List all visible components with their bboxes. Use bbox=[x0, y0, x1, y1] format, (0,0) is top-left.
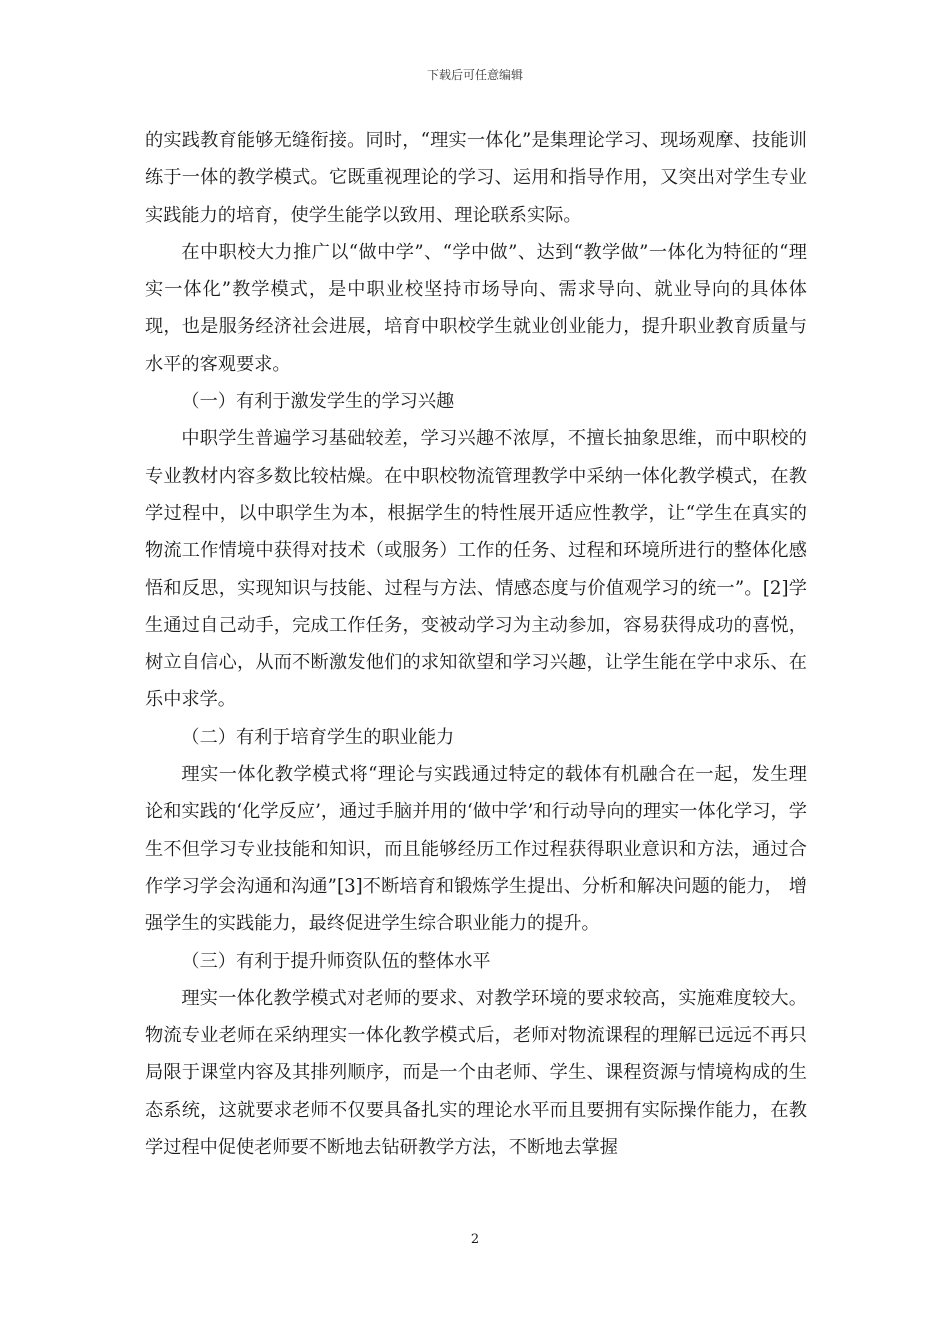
page-number: 2 bbox=[470, 1232, 480, 1247]
section-heading-1: （一）有利于激发学生的学习兴趣 bbox=[181, 391, 455, 413]
paragraph-integration-promotion: 在中职校大力推广以“做中学”、“学中做”、达到“教学做”一体化为特征的“理实一体化”教学模式，是中职业校坚持市场导向、需求导向、就业导向的具体体现，也是服务经济社会进展，培育中职校学生就业创业能力，提升职业教育质量与水平的客观要求。 bbox=[145, 241, 807, 375]
section-heading-2: （二）有利于培育学生的职业能力 bbox=[181, 726, 455, 748]
paragraph-continuation: 的实践教育能够无缝衔接。同时，“理实一体化”是集理论学习、现场观摩、技能训练于一体的教学模式。它既重视理论的学习、运用和指导作用，又突出对学生专业实践能力的培育，使学生能学以致用、理论联系实际。 bbox=[145, 130, 807, 226]
page-header: 下载后可任意编辑 bbox=[426, 68, 523, 82]
paragraph-vocational-ability: 理实一体化教学模式将“理论与实践通过特定的载体有机融合在一起，发生理论和实践的‘化学反应’，通过手脑并用的‘做中学’和行动导向的理实一体化学习，学生不但学习专业技能和知识，而且能够经历工作过程获得职业意识和方法，通过合作学习学会沟通和沟通”[3]不断培育和锻炼学生提出、分析和解决问题的能力， 增强学生的实践能力，最终促进学生综合职业能力的提升。 bbox=[145, 764, 807, 935]
section-heading-3: （三）有利于提升师资队伍的整体水平 bbox=[181, 950, 491, 972]
paragraph-teacher-quality: 理实一体化教学模式对老师的要求、对教学环境的要求较高，实施难度较大。物流专业老师在采纳理实一体化教学模式后，老师对物流课程的理解已远远不再只局限于课堂内容及其排列顺序，而是一个由老师、学生、课程资源与情境构成的生态系统，这就要求老师不仅要具备扎实的理论水平而且要拥有实际操作能力，在教学过程中促使老师要不断地去钻研教学方法，不断地去掌握 bbox=[145, 987, 807, 1159]
paragraph-learning-interest: 中职学生普遍学习基础较差，学习兴趣不浓厚，不擅长抽象思维，而中职校的专业教材内容多数比较枯燥。在中职校物流管理教学中采纳一体化教学模式，在教学过程中，以中职学生为本，根据学生的特性展开适应性教学，让“学生在真实的物流工作情境中获得对技术（或服务）工作的任务、过程和环境所进行的整体化感悟和反思，实现知识与技能、过程与方法、情感态度与价值观学习的统一”。[2]学生通过自己动手，完成工作任务，变被动学习为主动参加，容易获得成功的喜悦，树立自信心，从而不断激发他们的求知欲望和学习兴趣，让学生能在学中求乐、在乐中求学。 bbox=[145, 428, 807, 711]
document-body bbox=[145, 122, 807, 1166]
